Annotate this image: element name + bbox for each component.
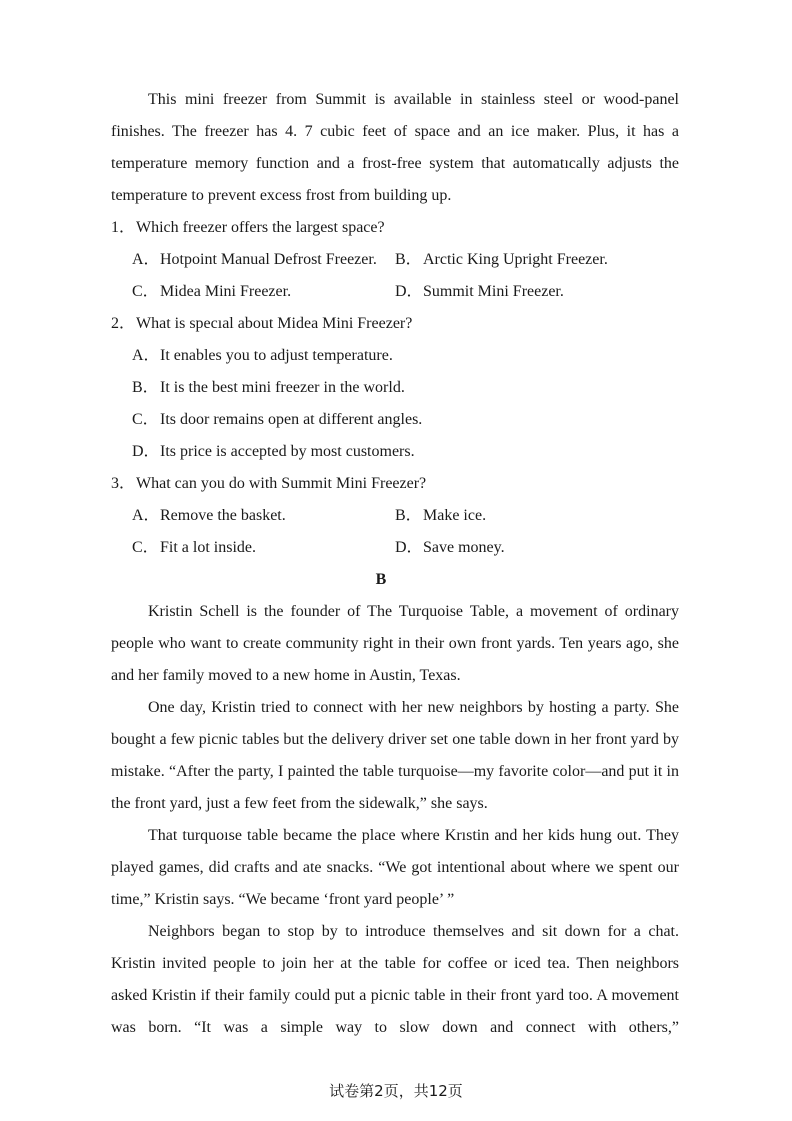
question-text: What is specıal about Midea Mini Freezer? — [136, 315, 413, 332]
question-3 — [111, 468, 679, 564]
option-letter: A． — [132, 251, 160, 268]
option-text: Arctic King Upright Freezer. — [423, 251, 608, 268]
option-a — [132, 244, 395, 276]
option-text: It is the best mini freezer in the world. — [160, 379, 405, 396]
question-2-stem — [111, 308, 679, 340]
option-letter: B． — [395, 251, 422, 268]
option-letter: A． — [132, 507, 160, 524]
option-d — [132, 436, 415, 468]
passage-b-paragraph-1: Kristin Schell is the founder of The Turquoise Table, a movement of ordinary people who want to create community right in their own front yards. Ten years ago, she and her family moved to a new home in Austin, Texas. — [111, 603, 679, 684]
option-letter: C． — [132, 283, 159, 300]
passage-b-paragraph-3: That turquoıse table became the place where Krıstin and her kids hung out. They played games, did crafts and ate snacks. “We got intentional about where we spent our time,” Kristin says. “We became ‘front yard people’ ” — [111, 827, 679, 908]
question-number: 1． — [111, 219, 136, 236]
option-letter: C． — [132, 411, 159, 428]
option-c — [132, 276, 395, 308]
option-b — [395, 500, 486, 532]
question-1 — [111, 212, 679, 308]
option-text: Midea Mini Freezer. — [160, 283, 292, 300]
option-letter: B． — [395, 507, 422, 524]
option-a — [132, 340, 393, 372]
exam-page — [111, 84, 679, 1044]
option-text: Summit Mini Freezer. — [423, 283, 564, 300]
option-c — [132, 404, 422, 436]
question-3-options — [111, 500, 679, 564]
question-text: What can you do with Summit Mini Freezer? — [136, 475, 427, 492]
option-letter: A． — [132, 347, 160, 364]
option-text: Make ice. — [423, 507, 487, 524]
option-d — [395, 532, 505, 564]
passage-b-paragraph-4: Neighbors began to stop by to introduce themselves and sit down for a chat. Kristin invited people to join her at the table for coffee or iced tea. Then neighbors asked Kristin if their family could put a picnic table in their front yard too. A movement was born. “It was a simple way to slow down and connect with others,” — [111, 923, 679, 1036]
option-letter: D． — [395, 539, 423, 556]
question-1-options — [111, 244, 679, 308]
option-text: Its price is accepted by most customers. — [160, 443, 415, 460]
option-text: Hotpoint Manual Defrost Freezer. — [160, 251, 377, 268]
question-number: 3． — [111, 475, 136, 492]
option-c — [132, 532, 395, 564]
option-b — [395, 244, 608, 276]
option-letter: C． — [132, 539, 159, 556]
question-text: Which freezer offers the largest space? — [136, 219, 385, 236]
option-text: Fit a lot inside. — [160, 539, 256, 556]
option-letter: D． — [132, 443, 160, 460]
option-text: It enables you to adjust temperature. — [160, 347, 393, 364]
option-text: Remove the basket. — [160, 507, 286, 524]
question-1-stem — [111, 212, 679, 244]
page-footer: 试卷第2页，共12页 — [329, 1082, 463, 1100]
option-letter: B． — [132, 379, 159, 396]
option-text: Its door remains open at different angles. — [160, 411, 423, 428]
passage-a-paragraph: This mini freezer from Summit is available in stainless steel or wood-panel finishes. The freezer has 4. 7 cubic feet of space and an ice maker. Plus, it has a temperature memory function and a frost-free system that automatıcally adjusts the temperature to prevent excess frost from building up. — [111, 91, 679, 204]
section-b-title: B — [375, 571, 387, 588]
option-text: Save money. — [423, 539, 505, 556]
question-2 — [111, 308, 679, 468]
option-b — [132, 372, 405, 404]
option-d — [395, 276, 564, 308]
question-number: 2． — [111, 315, 136, 332]
question-3-stem — [111, 468, 679, 500]
question-2-options — [111, 340, 679, 468]
option-a — [132, 500, 395, 532]
passage-b-paragraph-2: One day, Kristin tried to connect with her new neighbors by hosting a party. She bought a few picnic tables but the delivery driver set one table down in her front yard by mistake. “After the party, I painted the table turquoise—my favorite color—and put it in the front yard, just a few feet from the sidewalk,” she says. — [111, 699, 679, 812]
option-letter: D． — [395, 283, 423, 300]
